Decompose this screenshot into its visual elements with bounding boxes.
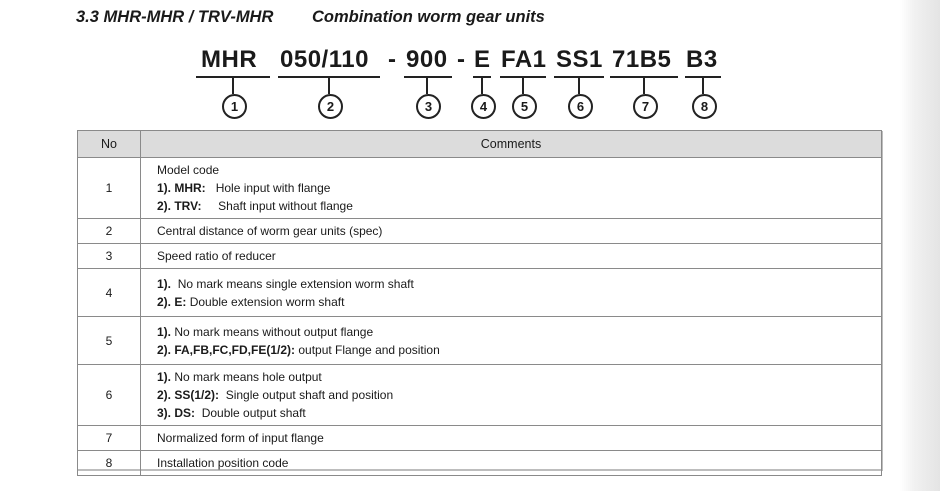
row-comment (141, 269, 882, 317)
marker-6: 6 (568, 94, 593, 119)
code-separator: - (457, 46, 466, 73)
marker-3: 3 (416, 94, 441, 119)
code-segment-ratio: 900 (406, 46, 448, 73)
comment-line: 2). TRV: Shaft input without flange (157, 199, 353, 213)
section-number: 3.3 (76, 8, 99, 26)
comment-line: Installation position code (157, 456, 289, 470)
marker-stem (328, 78, 330, 94)
table-row (78, 365, 882, 426)
table-row (78, 158, 882, 219)
code-segment-input-flange: 71B5 (612, 46, 672, 73)
column-header-no: No (78, 131, 141, 158)
marker-2: 2 (318, 94, 343, 119)
comment-line: 2). E: Double extension worm shaft (157, 294, 345, 309)
code-segment-output-shaft: SS1 (556, 46, 603, 73)
comment-line: Model code (157, 163, 220, 177)
row-number: 7 (78, 426, 141, 451)
marker-stem (522, 78, 524, 94)
marker-1: 1 (222, 94, 247, 119)
comment-line: Speed ratio of reducer (157, 249, 276, 263)
row-comment (141, 244, 882, 269)
comment-line: Normalized form of input flange (157, 431, 324, 445)
row-number: 8 (78, 451, 141, 476)
table-header-row (78, 131, 882, 158)
marker-4: 4 (471, 94, 496, 119)
comment-line: Central distance of worm gear units (spec) (157, 224, 383, 238)
comment-line: 1). No mark means single extension worm shaft (157, 276, 414, 291)
marker-stem (481, 78, 483, 94)
table-row (78, 317, 882, 365)
row-number: 1 (78, 158, 141, 219)
code-segment-flange: FA1 (501, 46, 547, 73)
comment-line: 2). SS(1/2): Single output shaft and position (157, 388, 394, 402)
row-number: 2 (78, 219, 141, 244)
row-comment (141, 219, 882, 244)
row-comment (141, 426, 882, 451)
comment-line: 1). No mark means without output flange (157, 324, 374, 339)
comments-table (77, 130, 882, 476)
marker-7: 7 (633, 94, 658, 119)
table-row (78, 426, 882, 451)
row-comment (141, 158, 882, 219)
row-number: 6 (78, 365, 141, 426)
row-number: 5 (78, 317, 141, 365)
row-number: 3 (78, 244, 141, 269)
comment-line: 1). No mark means hole output (157, 370, 322, 384)
row-comment (141, 365, 882, 426)
marker-stem (232, 78, 234, 94)
marker-5: 5 (512, 94, 537, 119)
comment-line: 1). MHR: Hole input with flange (157, 181, 331, 195)
table-row (78, 451, 882, 476)
model-code-diagram (0, 46, 940, 126)
table-row (78, 269, 882, 317)
code-segment-position: B3 (686, 46, 718, 73)
table-row (78, 244, 882, 269)
section-header (76, 8, 545, 27)
row-number: 4 (78, 269, 141, 317)
row-comment (141, 451, 882, 476)
code-segment-distance: 050/110 (280, 46, 369, 73)
section-title: Combination worm gear units (311, 8, 545, 26)
section-models: MHR-MHR / TRV-MHR (103, 8, 274, 26)
code-separator: - (388, 46, 397, 73)
code-underline (404, 76, 452, 78)
marker-stem (643, 78, 645, 94)
column-header-comments: Comments (141, 131, 882, 158)
comment-line: 2). FA,FB,FC,FD,FE(1/2): output Flange and position (157, 342, 440, 357)
marker-stem (578, 78, 580, 94)
marker-stem (702, 78, 704, 94)
row-comment (141, 317, 882, 365)
marker-8: 8 (692, 94, 717, 119)
code-segment-extension: E (474, 46, 491, 73)
comment-line: 3). DS: Double output shaft (157, 406, 306, 420)
table-row (78, 219, 882, 244)
marker-stem (426, 78, 428, 94)
code-segment-mhr: MHR (201, 46, 258, 73)
